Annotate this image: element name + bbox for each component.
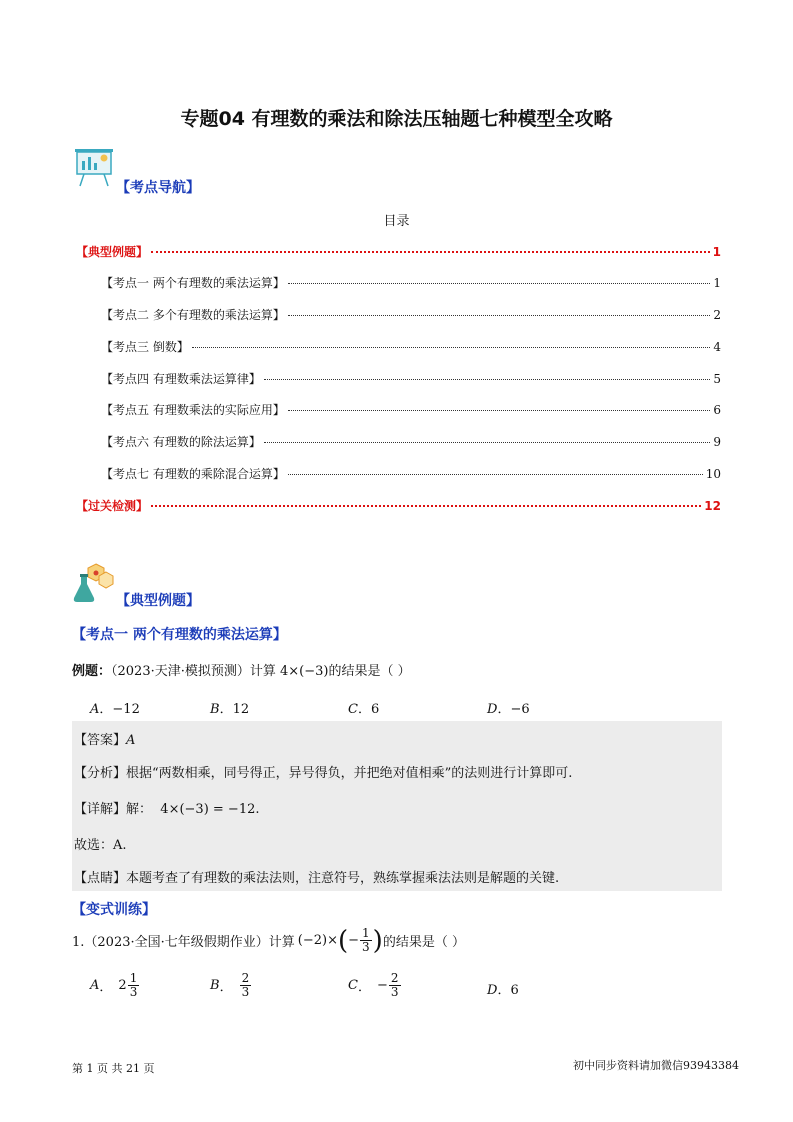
detail-line: 【详解】解： 4×(−3) = −12. bbox=[74, 802, 260, 817]
fraction: $\frac{2}{3}$ bbox=[390, 971, 399, 999]
toc-item[interactable]: 【考点三 倒数】 4 bbox=[101, 340, 721, 354]
toc-item[interactable]: 【典型例题】 1 bbox=[76, 245, 721, 259]
toc-item[interactable]: 【考点一 两个有理数的乘法运算】 1 bbox=[101, 276, 721, 290]
q1-option-a[interactable]: A ． 2 $\frac{1}{3}$ bbox=[90, 971, 138, 999]
practice-question-1: 1.（2023·全国·七年级假期作业）计算 (−2)× ( − $\frac{1}{3}$ ) 的结果是（ ） bbox=[72, 925, 465, 956]
example-option-a[interactable]: A．−12 bbox=[90, 702, 140, 717]
example-option-b[interactable]: B．12 bbox=[210, 702, 250, 717]
toc-item[interactable]: 【考点五 有理数乘法的实际应用】 6 bbox=[101, 403, 721, 417]
analysis-line: 【分析】根据“两数相乘，同号得正，异号得负，并把绝对值相乘”的法则进行计算即可. bbox=[74, 766, 573, 781]
toc-item[interactable]: 【考点二 多个有理数的乘法运算】 2 bbox=[101, 308, 721, 322]
page-title: 专题04 有理数的乘法和除法压轴题七种模型全攻略 bbox=[180, 108, 613, 130]
toc-item[interactable]: 【考点七 有理数的乘除混合运算】 10 bbox=[101, 467, 721, 481]
toc-item[interactable]: 【考点四 有理数乘法运算律】 5 bbox=[101, 372, 721, 386]
comment-line: 【点睛】本题考查了有理数的乘法法则，注意符号，熟练掌握乘法法则是解题的关键. bbox=[74, 871, 560, 886]
example-expression: 4×(−3) bbox=[280, 664, 329, 679]
q1-option-d[interactable]: D．6 bbox=[487, 983, 519, 998]
presentation-board-icon bbox=[74, 146, 118, 188]
topic1-heading: 【考点一 两个有理数的乘法运算】 bbox=[72, 627, 287, 643]
answer-line: 【答案】A bbox=[74, 733, 136, 748]
page-number: 第 1 页 共 21 页 bbox=[72, 1062, 155, 1075]
toc-item[interactable]: 【过关检测】 12 bbox=[76, 499, 721, 513]
fraction: $\frac{2}{3}$ bbox=[241, 971, 250, 999]
toc-item[interactable]: 【考点六 有理数的除法运算】 9 bbox=[101, 435, 721, 449]
fraction: $\frac{1}{3}$ bbox=[129, 971, 138, 999]
q1-option-b[interactable]: B ． $\frac{2}{3}$ bbox=[210, 971, 250, 999]
footer-note: 初中同步资料请加微信93943384 bbox=[573, 1059, 739, 1072]
flask-icon bbox=[72, 562, 116, 604]
examples-heading: 【典型例题】 bbox=[116, 593, 200, 609]
example-question: 例题：（2023·天津·模拟预测）计算 4×(−3)的结果是（ ） bbox=[72, 664, 411, 679]
example-option-c[interactable]: C．6 bbox=[348, 702, 380, 717]
practice-heading: 【变式训练】 bbox=[72, 902, 156, 918]
choice-line: 故选：A. bbox=[74, 838, 127, 853]
example-option-d[interactable]: D．−6 bbox=[487, 702, 530, 717]
nav-heading: 【考点导航】 bbox=[116, 180, 200, 196]
fraction: $\frac{1}{3}$ bbox=[362, 926, 370, 954]
toc-title: 目录 bbox=[383, 214, 410, 229]
q1-option-c[interactable]: C ． − $\frac{2}{3}$ bbox=[348, 971, 399, 999]
